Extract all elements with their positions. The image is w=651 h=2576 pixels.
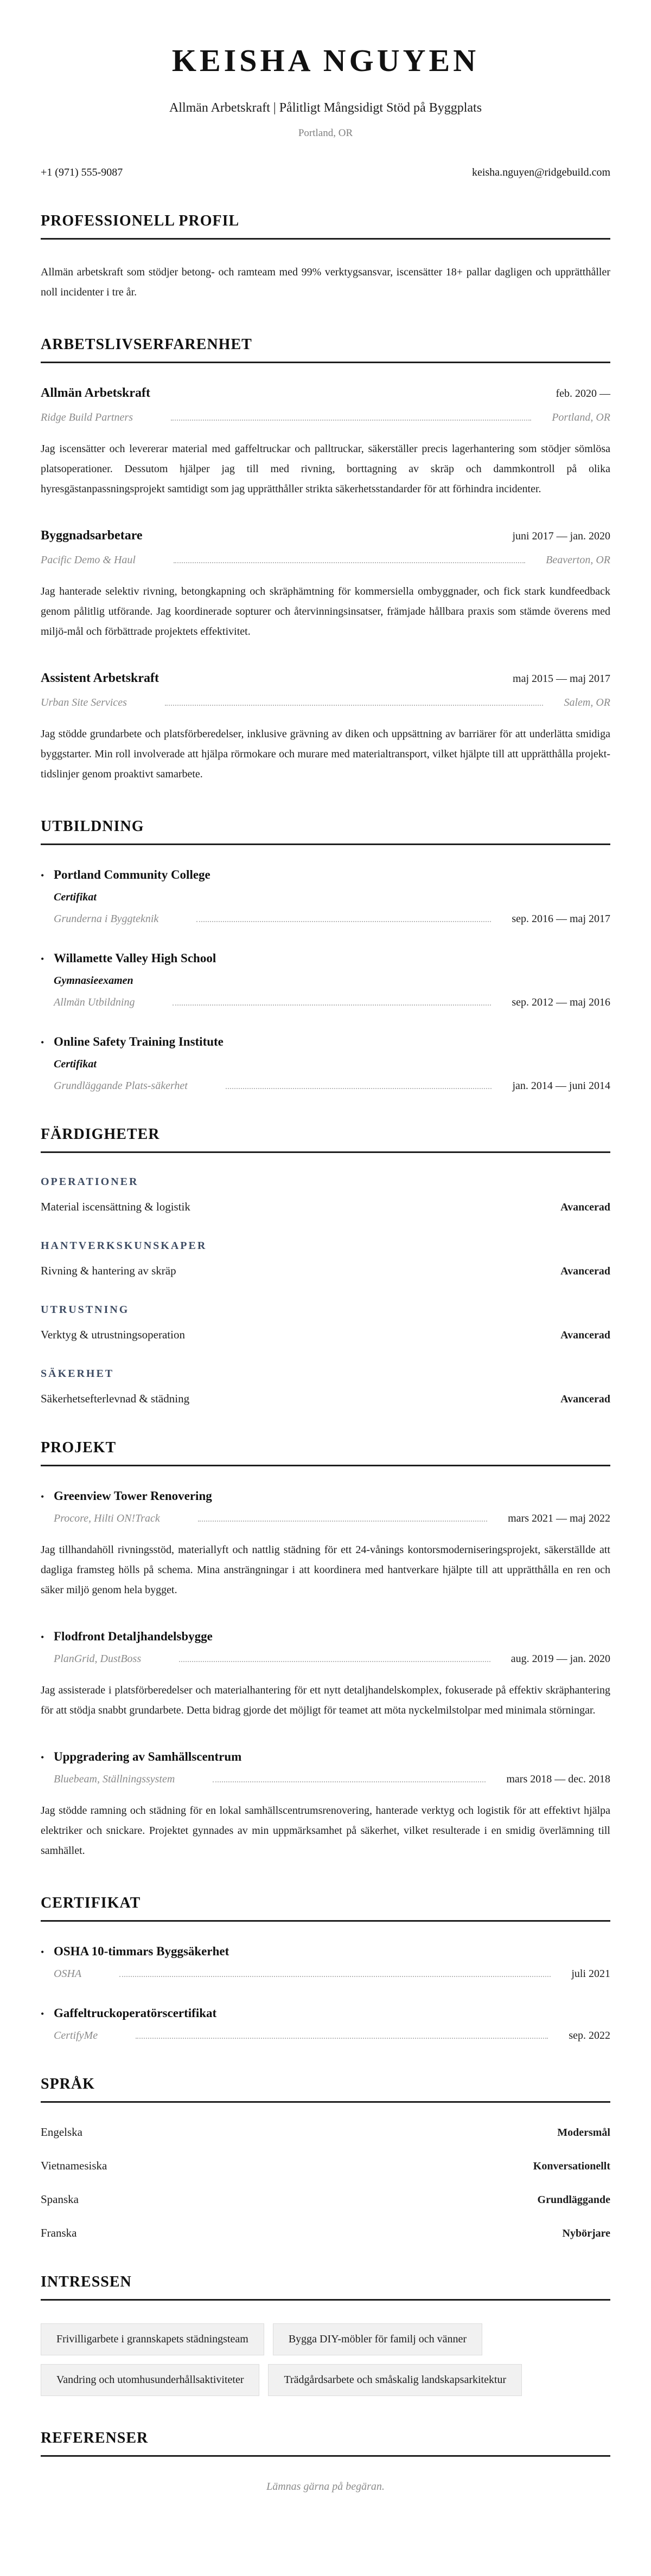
section-projects — [41, 1439, 610, 1861]
project-date: aug. 2019 — jan. 2020 — [510, 1652, 610, 1665]
job-company: Urban Site Services — [41, 696, 127, 709]
language-name: Franska — [41, 2226, 77, 2239]
section-profile — [41, 212, 610, 302]
degree: Certifikat — [54, 891, 97, 903]
section-interests — [41, 2274, 610, 2396]
interest-chip: Bygga DIY-möbler för familj och vänner — [273, 2323, 482, 2355]
job-entry — [41, 529, 610, 642]
dotted-leader — [226, 1088, 492, 1089]
certificate-issuer: OSHA — [54, 1967, 82, 1980]
skill-level: Avancerad — [560, 1201, 610, 1213]
language-name: Spanska — [41, 2192, 79, 2206]
project-tools: Procore, Hilti ON!Track — [54, 1512, 160, 1524]
certificate-date: sep. 2022 — [569, 2029, 610, 2042]
skill-name: Verktyg & utrustningsoperation — [41, 1328, 185, 1341]
section-title-interests: INTRESSEN — [41, 2274, 610, 2301]
project-entry — [41, 1489, 610, 1600]
project-name: Greenview Tower Renovering — [54, 1489, 212, 1503]
job-title: Byggnadsarbetare — [41, 528, 143, 543]
section-certificates — [41, 1895, 610, 2042]
job-company: Ridge Build Partners — [41, 411, 133, 423]
certificate-entry — [41, 1944, 610, 1980]
bullet-icon: • — [41, 1491, 44, 1502]
dotted-leader — [173, 1004, 491, 1006]
skill-level: Avancerad — [560, 1393, 610, 1405]
dotted-leader — [165, 705, 544, 706]
education-entry — [41, 1035, 610, 1092]
skill-category: UTRUSTNING — [41, 1303, 130, 1316]
dotted-leader — [174, 562, 525, 563]
candidate-name: KEISHA NGUYEN — [171, 43, 480, 78]
project-name: Uppgradering av Samhällscentrum — [54, 1749, 242, 1763]
bullet-icon: • — [41, 870, 44, 881]
language-level: Modersmål — [557, 2126, 610, 2139]
skill-name: Rivning & hantering av skräp — [41, 1264, 176, 1277]
job-description: Jag iscensätter och levererar material med gaffeltruckar och palltruckar, säkerställer precis lagerhantering som stödjer sömlösa platsoperationer. Dessutom hjälper jag till med rivning, borttagning av skräp och dammkontroll på olika hyresgästanpassningsprojekt samtidigt som jag upprätthåller strikta säkerhetsstandarder för att förhindra incidenter. — [41, 442, 610, 495]
candidate-tagline: Allmän Arbetskraft | Pålitligt Mångsidigt Stöd på Byggplats — [169, 100, 482, 115]
project-name: Flodfront Detaljhandelsbygge — [54, 1629, 213, 1643]
language-row — [41, 2159, 610, 2173]
section-education — [41, 818, 610, 1092]
job-date: maj 2015 — maj 2017 — [513, 672, 610, 685]
bullet-icon: • — [41, 953, 44, 964]
school-name: Willamette Valley High School — [54, 951, 216, 965]
skill-level: Avancerad — [560, 1329, 610, 1341]
section-title-education: UTBILDNING — [41, 818, 610, 845]
dotted-leader — [136, 2038, 548, 2039]
candidate-location: Portland, OR — [298, 127, 353, 139]
field-of-study: Grunderna i Byggteknik — [54, 912, 159, 925]
field-of-study: Allmän Utbildning — [54, 996, 135, 1008]
job-entry — [41, 386, 610, 499]
bullet-icon: • — [41, 1946, 44, 1957]
job-location: Beaverton, OR — [546, 553, 610, 566]
section-title-certificates: CERTIFIKAT — [41, 1895, 610, 1922]
job-description: Jag stödde grundarbete och platsförberedelser, inklusive grävning av diken och uppsättning av barriärer för att underlätta smidiga byggstarter. Min roll involverade att hjälpa rörmokare och murare med materialtransport, vilket hjälpte till att upprätthålla projekt-tidslinjer genom proaktivt samarbete. — [41, 727, 610, 780]
interest-chips — [41, 2323, 610, 2396]
language-name: Engelska — [41, 2125, 82, 2139]
education-date: sep. 2012 — maj 2016 — [512, 996, 610, 1008]
section-experience — [41, 336, 610, 784]
dotted-leader — [171, 420, 531, 421]
degree: Certifikat — [54, 1058, 97, 1070]
language-name: Vietnamesiska — [41, 2159, 107, 2172]
certificate-name: OSHA 10-timmars Byggsäkerhet — [54, 1944, 229, 1958]
phone-number: +1 (971) 555-9087 — [41, 166, 123, 178]
section-title-projects: PROJEKT — [41, 1439, 610, 1466]
project-description: Jag stödde ramning och städning för en lokal samhällscentrumsrenovering, hanterade verktyg och logistik för att effektivt hjälpa elektriker och snickare. Projektet gynnades av min uppmärksamhet på säkerhet, vilket resulterade i en smidig överlämning till samhället. — [41, 1804, 610, 1857]
project-description: Jag assisterade i platsförberedelser och materialhantering för ett nytt detaljhandelskomplex, fokuserade på effektiv skräphantering för att stödja snabbt grundarbete. Detta bidrag gjorde det möjligt för teamet att möta nyckelmilstolpar med minimala störningar. — [41, 1684, 610, 1716]
job-entry — [41, 671, 610, 784]
project-entry — [41, 1750, 610, 1861]
certificate-date: juli 2021 — [571, 1967, 610, 1980]
degree: Gymnasieexamen — [54, 974, 133, 987]
references-note: Lämnas gärna på begäran. — [266, 2480, 385, 2493]
bullet-icon: • — [41, 2008, 44, 2019]
language-row — [41, 2126, 610, 2139]
interest-chip: Frivilligarbete i grannskapets städningsteam — [41, 2323, 264, 2355]
job-description: Jag hanterade selektiv rivning, betongkapning och skräphämtning för kommersiella ombyggnader, och fick stark kundfeedback genom pålitlig utförande. Jag koordinerade sopturer och återvinningsinsatser, främjade hållbara praxis som stämde överens med miljö-mål och förbättrade projektets effektivitet. — [41, 585, 610, 637]
language-level: Grundläggande — [537, 2193, 610, 2206]
section-languages — [41, 2076, 610, 2240]
dotted-leader — [198, 1521, 487, 1522]
section-title-experience: ARBETSLIVSERFARENHET — [41, 336, 610, 363]
skill-category: OPERATIONER — [41, 1175, 139, 1188]
language-level: Nybörjare — [562, 2227, 610, 2239]
job-title: Allmän Arbetskraft — [41, 385, 150, 400]
certificate-entry — [41, 2006, 610, 2042]
section-skills — [41, 1126, 610, 1406]
bullet-icon: • — [41, 1751, 44, 1763]
language-level: Konversationellt — [533, 2160, 610, 2172]
project-description: Jag tillhandahöll rivningsstöd, materiallyft och nattlig städning för ett 24-vånings kontorsmoderniseringsprojekt, säkerställde att dagliga framsteg hölls på schema. Mina ansträngningar i att koordinera med hantverkare hjälpte till att upprätthålla en ren och säker miljö genom hela bygget. — [41, 1543, 610, 1596]
dotted-leader — [196, 921, 491, 922]
project-tools: PlanGrid, DustBoss — [54, 1652, 142, 1665]
skill-group — [41, 1304, 610, 1342]
skill-category: SÄKERHET — [41, 1367, 114, 1380]
school-name: Portland Community College — [54, 867, 210, 881]
skill-category: HANTVERKSKUNSKAPER — [41, 1239, 207, 1252]
skill-group — [41, 1176, 610, 1214]
dotted-leader — [213, 1781, 486, 1782]
education-entry — [41, 951, 610, 1009]
dotted-leader — [179, 1661, 490, 1662]
job-location: Salem, OR — [564, 696, 610, 709]
bullet-icon: • — [41, 1631, 44, 1643]
project-tools: Bluebeam, Ställningssystem — [54, 1773, 175, 1785]
language-row — [41, 2193, 610, 2206]
section-title-languages: SPRÅK — [41, 2076, 610, 2103]
project-entry — [41, 1630, 610, 1721]
section-title-skills: FÄRDIGHETER — [41, 1126, 610, 1153]
skill-name: Material iscensättning & logistik — [41, 1200, 190, 1213]
resume-header — [41, 43, 610, 179]
education-entry — [41, 868, 610, 925]
certificate-name: Gaffeltruckoperatörscertifikat — [54, 2006, 217, 2020]
school-name: Online Safety Training Institute — [54, 1034, 224, 1048]
education-date: sep. 2016 — maj 2017 — [512, 912, 610, 925]
email-address: keisha.nguyen@ridgebuild.com — [471, 166, 610, 178]
interest-chip: Trädgårdsarbete och småskalig landskapsarkitektur — [268, 2364, 522, 2396]
job-location: Portland, OR — [552, 411, 610, 423]
interest-chip: Vandring och utomhusunderhållsaktiviteter — [41, 2364, 259, 2396]
profile-summary: Allmän arbetskraft som stödjer betong- och ramteam med 99% verktygsansvar, iscensätter 18+ pallar dagligen och upprätthåller noll incidenter i tre år. — [41, 266, 610, 298]
section-title-references: REFERENSER — [41, 2430, 610, 2457]
project-date: mars 2021 — maj 2022 — [508, 1512, 610, 1524]
language-row — [41, 2226, 610, 2240]
education-date: jan. 2014 — juni 2014 — [512, 1079, 610, 1092]
job-date: juni 2017 — jan. 2020 — [512, 530, 610, 542]
contact-row — [41, 166, 610, 179]
field-of-study: Grundläggande Plats-säkerhet — [54, 1079, 188, 1092]
section-title-profile: PROFESSIONELL PROFIL — [41, 212, 610, 240]
skill-group — [41, 1368, 610, 1406]
section-references — [41, 2430, 610, 2493]
bullet-icon: • — [41, 1036, 44, 1048]
job-title: Assistent Arbetskraft — [41, 671, 159, 685]
skill-name: Säkerhetsefterlevnad & städning — [41, 1392, 190, 1405]
certificate-issuer: CertifyMe — [54, 2029, 98, 2042]
skill-level: Avancerad — [560, 1265, 610, 1277]
job-date: feb. 2020 — — [556, 387, 610, 400]
job-company: Pacific Demo & Haul — [41, 553, 136, 566]
dotted-leader — [119, 1976, 551, 1977]
skill-group — [41, 1240, 610, 1278]
project-date: mars 2018 — dec. 2018 — [506, 1773, 610, 1785]
